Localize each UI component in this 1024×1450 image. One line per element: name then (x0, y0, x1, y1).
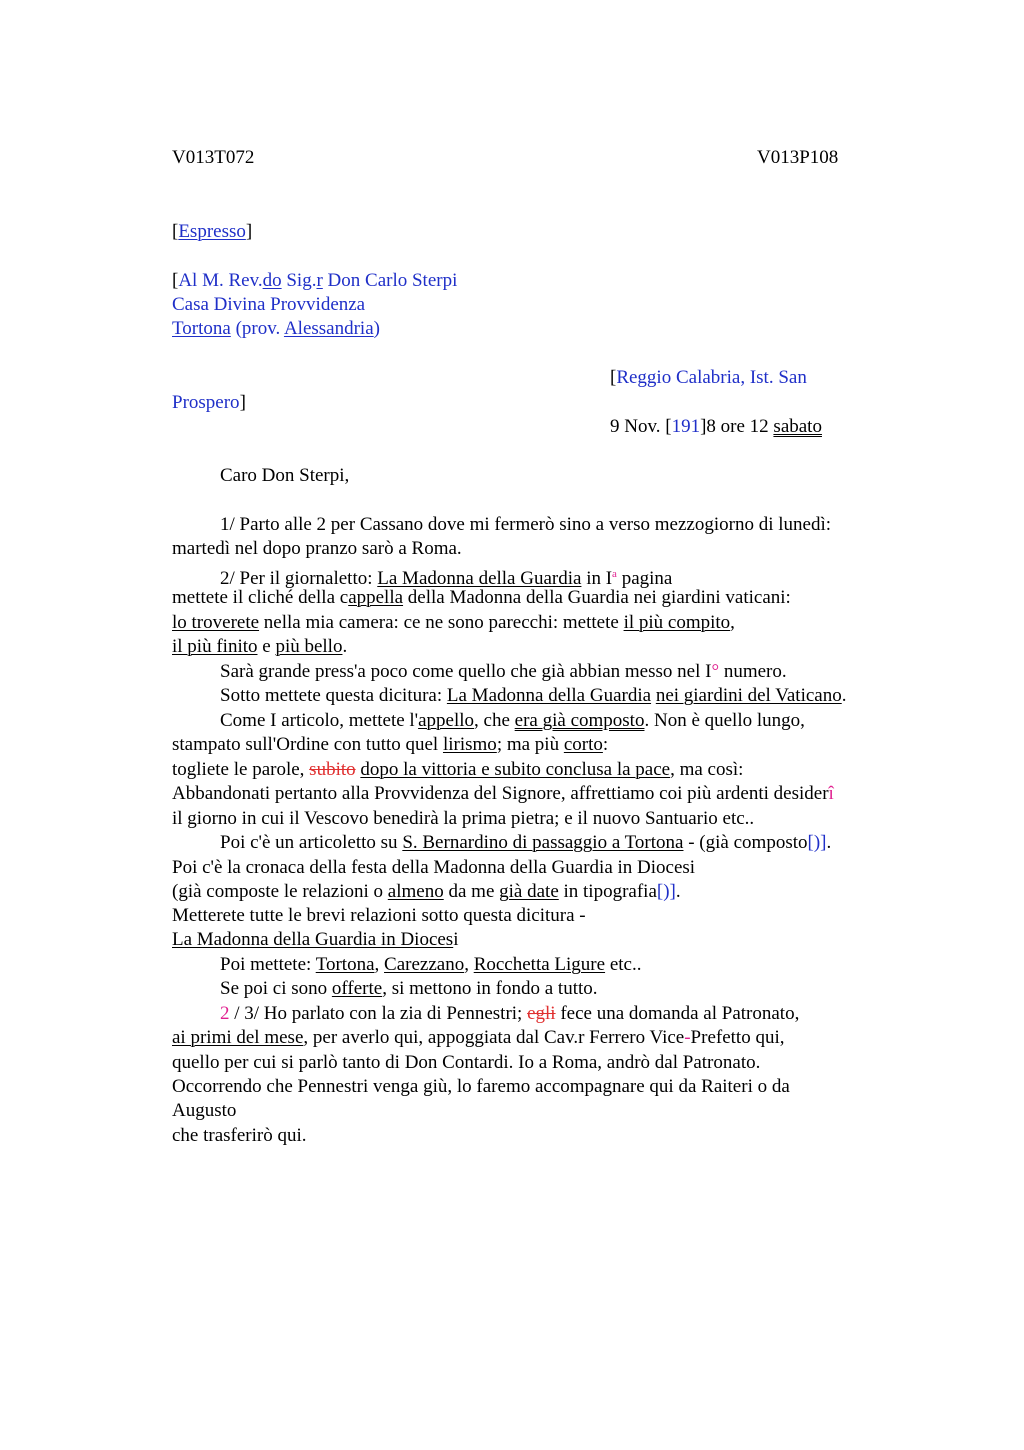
underlined-word: lirismo (442, 734, 497, 755)
address-salutation: Al M. Rev. (178, 270, 263, 291)
para-9-line-2 (172, 1026, 784, 1050)
date-day: 9 Nov. [ (610, 416, 672, 437)
underlined-word: più bello (275, 636, 343, 657)
address-line-1: [Al M. Rev.do Sig.r Don Carlo Sterpi (172, 270, 458, 291)
para-6-line-1 (220, 831, 831, 855)
underlined-word: almeno (387, 881, 444, 902)
text-span: . (841, 685, 847, 706)
deleted-word: egli (527, 1003, 556, 1024)
place-name-cont: Prospero (172, 392, 240, 413)
text-span: Poi c'è un articoletto su (220, 832, 403, 853)
text-span: : (602, 734, 609, 755)
title-underlined: La Madonna della Guardia (446, 685, 652, 706)
para-5-line-1 (220, 709, 805, 733)
document-code-right: V013P108 (757, 147, 839, 168)
address-prov-open: (prov. (230, 318, 284, 339)
text-span: nella mia camera: ce ne sono parecchi: mettete (259, 612, 624, 633)
espresso-note: [Espresso] (172, 221, 253, 242)
para-3 (220, 660, 787, 684)
degree-mark: ° (711, 661, 720, 682)
text-span: pagina (616, 568, 673, 589)
text-span: Come I articolo, mettete l' (220, 710, 419, 731)
editorial-insert: [)] (807, 832, 827, 853)
address-prov-close: ) (373, 318, 380, 339)
para-1-line-2: martedì nel dopo pranzo sarò a Roma. (172, 538, 462, 559)
para-8 (220, 977, 598, 1001)
text-span: , che (474, 710, 515, 731)
text-span: , (374, 954, 385, 975)
para-9-line-3: quello per cui si parlò tanto di Don Contardi. Io a Roma, andrò dal Patronato. (172, 1052, 761, 1073)
para-1-line-1: 1/ Parto alle 2 per Cassano dove mi fermerò sino a verso mezzogiorno di lunedì: (220, 514, 832, 535)
address-recipient: Don Carlo Sterpi (322, 270, 458, 291)
address-city: Tortona (172, 318, 231, 339)
editorial-number: 2 (220, 1003, 230, 1024)
para-4 (220, 684, 846, 708)
para-6-line-2: Poi c'è la cronaca della festa della Madonna della Guardia in Diocesi (172, 857, 696, 878)
text-span: e (257, 636, 276, 657)
text-span: da me (443, 881, 500, 902)
text-span: fece una domanda al Patronato, (555, 1003, 800, 1024)
text-span: stampato sull'Ordine con tutto quel (172, 734, 443, 755)
date-time: ]8 ore 12 (700, 416, 774, 437)
date-line (610, 415, 822, 439)
text-span: Abbandonati pertanto alla Provvidenza del Signore, affrettiamo coi più ardenti desider (172, 783, 829, 804)
text-span: , ma così: (670, 759, 744, 780)
underlined-word: appello (418, 710, 475, 731)
text-span: in tipografia (558, 881, 657, 902)
text-span: , si mettono in fondo a tutto. (382, 978, 598, 999)
underlined-word: già date (499, 881, 559, 902)
text-span: Prefetto qui, (690, 1027, 785, 1048)
text-span: della Madonna della Guardia nei giardini vaticani: (403, 587, 791, 608)
underlined-phrase: dopo la vittoria e subito conclusa la pace (360, 759, 671, 780)
title-underlined: La Madonna della Guardia (377, 568, 582, 589)
editorial-insert: [)] (656, 881, 676, 902)
para-6-line-4: Metterete tutte le brevi relazioni sotto questa dicitura - (172, 905, 586, 926)
para-5-line-5: il giorno in cui il Vescovo benedirà la prima pietra; e il nuovo Santuario etc.. (172, 808, 755, 829)
text-span: . (342, 636, 348, 657)
text-span: . (826, 832, 832, 853)
underlined-word: corto (563, 734, 603, 755)
text-span: , (730, 612, 735, 633)
text-span: 2/ Per il giornaletto: (220, 568, 378, 589)
place-line-1: [Reggio Calabria, Ist. San (610, 367, 807, 388)
deleted-word: subito (309, 759, 356, 780)
para-9-line-5: Augusto (172, 1100, 237, 1121)
underlined-place: Tortona (315, 954, 375, 975)
para-6-line-3 (172, 880, 681, 904)
text-span: Se poi ci sono (220, 978, 332, 999)
underlined-phrase: ai primi del mese (172, 1027, 304, 1048)
text-span: , per averlo qui, appoggiata dal Cav.r Ferrero Vice (303, 1027, 685, 1048)
para-2-line-4 (172, 635, 347, 659)
greeting: Caro Don Sterpi, (220, 465, 350, 486)
para-6-line-5 (172, 928, 459, 952)
date-weekday: sabato (773, 416, 822, 437)
espresso-label: Espresso (178, 221, 246, 242)
double-underlined-phrase: era già composto (514, 710, 645, 731)
underlined-word: offerte (331, 978, 383, 999)
text-span: ; ma più (496, 734, 564, 755)
text-span: (già composte le relazioni o (172, 881, 388, 902)
title-underlined: nei giardini del Vaticano (655, 685, 842, 706)
underlined-word: il più finito (172, 636, 258, 657)
para-5-line-3 (172, 758, 743, 782)
para-9-line-6: che trasferirò qui. (172, 1125, 307, 1146)
editorial-mark: î (828, 783, 834, 804)
address-abbrev-do: do (262, 270, 282, 291)
place-line-2: Prospero] (172, 392, 246, 413)
text-span: , (464, 954, 474, 975)
text-span: Sotto mettete questa dicitura: (220, 685, 447, 706)
address-abbrev-r: r (316, 270, 323, 291)
underlined-word: il più compito (623, 612, 731, 633)
underlined-word: lo troverete (172, 612, 260, 633)
text-span: etc.. (605, 954, 642, 975)
superscript: a (612, 568, 617, 580)
para-9-line-4: Occorrendo che Pennestri venga giù, lo faremo accompagnare qui da Raiteri o da (172, 1076, 790, 1097)
para-2-line-2 (172, 586, 791, 610)
title-underlined: La Madonna della Guardia in Dioces (172, 929, 454, 950)
underlined-place: Carezzano (384, 954, 465, 975)
address-line-2: Casa Divina Provvidenza (172, 294, 366, 315)
para-7 (220, 953, 641, 977)
text-span: . (675, 881, 681, 902)
para-5-line-4 (172, 782, 834, 806)
address-province: Alessandria (283, 318, 374, 339)
address-line-3 (172, 317, 380, 341)
text-span: . Non è quello lungo, (644, 710, 805, 731)
text-span: mettete il cliché della c (172, 587, 349, 608)
editorial-dash: - (684, 1027, 691, 1048)
text-span: / 3/ Ho parlato con la zia di Pennestri; (229, 1003, 528, 1024)
address-sig: Sig. (281, 270, 317, 291)
text-span: Sarà grande press'a poco come quello che già abbian messo nel I (220, 661, 712, 682)
document-code-left: V013T072 (172, 147, 255, 168)
underlined-word: appella (348, 587, 404, 608)
text-span: - (già composto (683, 832, 808, 853)
text-span: numero. (719, 661, 787, 682)
underlined-place: Rocchetta Ligure (473, 954, 606, 975)
text-span: togliete le parole, (172, 759, 310, 780)
date-year-insert: 191 (671, 416, 701, 437)
text-span: in I (581, 568, 613, 589)
text-span: i (453, 929, 459, 950)
para-9-line-1 (220, 1002, 799, 1026)
text-span: Poi mettete: (220, 954, 316, 975)
para-2-line-3 (172, 611, 735, 635)
para-5-line-2 (172, 733, 608, 757)
place-name: Reggio Calabria, Ist. San (616, 367, 807, 388)
title-underlined: S. Bernardino di passaggio a Tortona (402, 832, 684, 853)
